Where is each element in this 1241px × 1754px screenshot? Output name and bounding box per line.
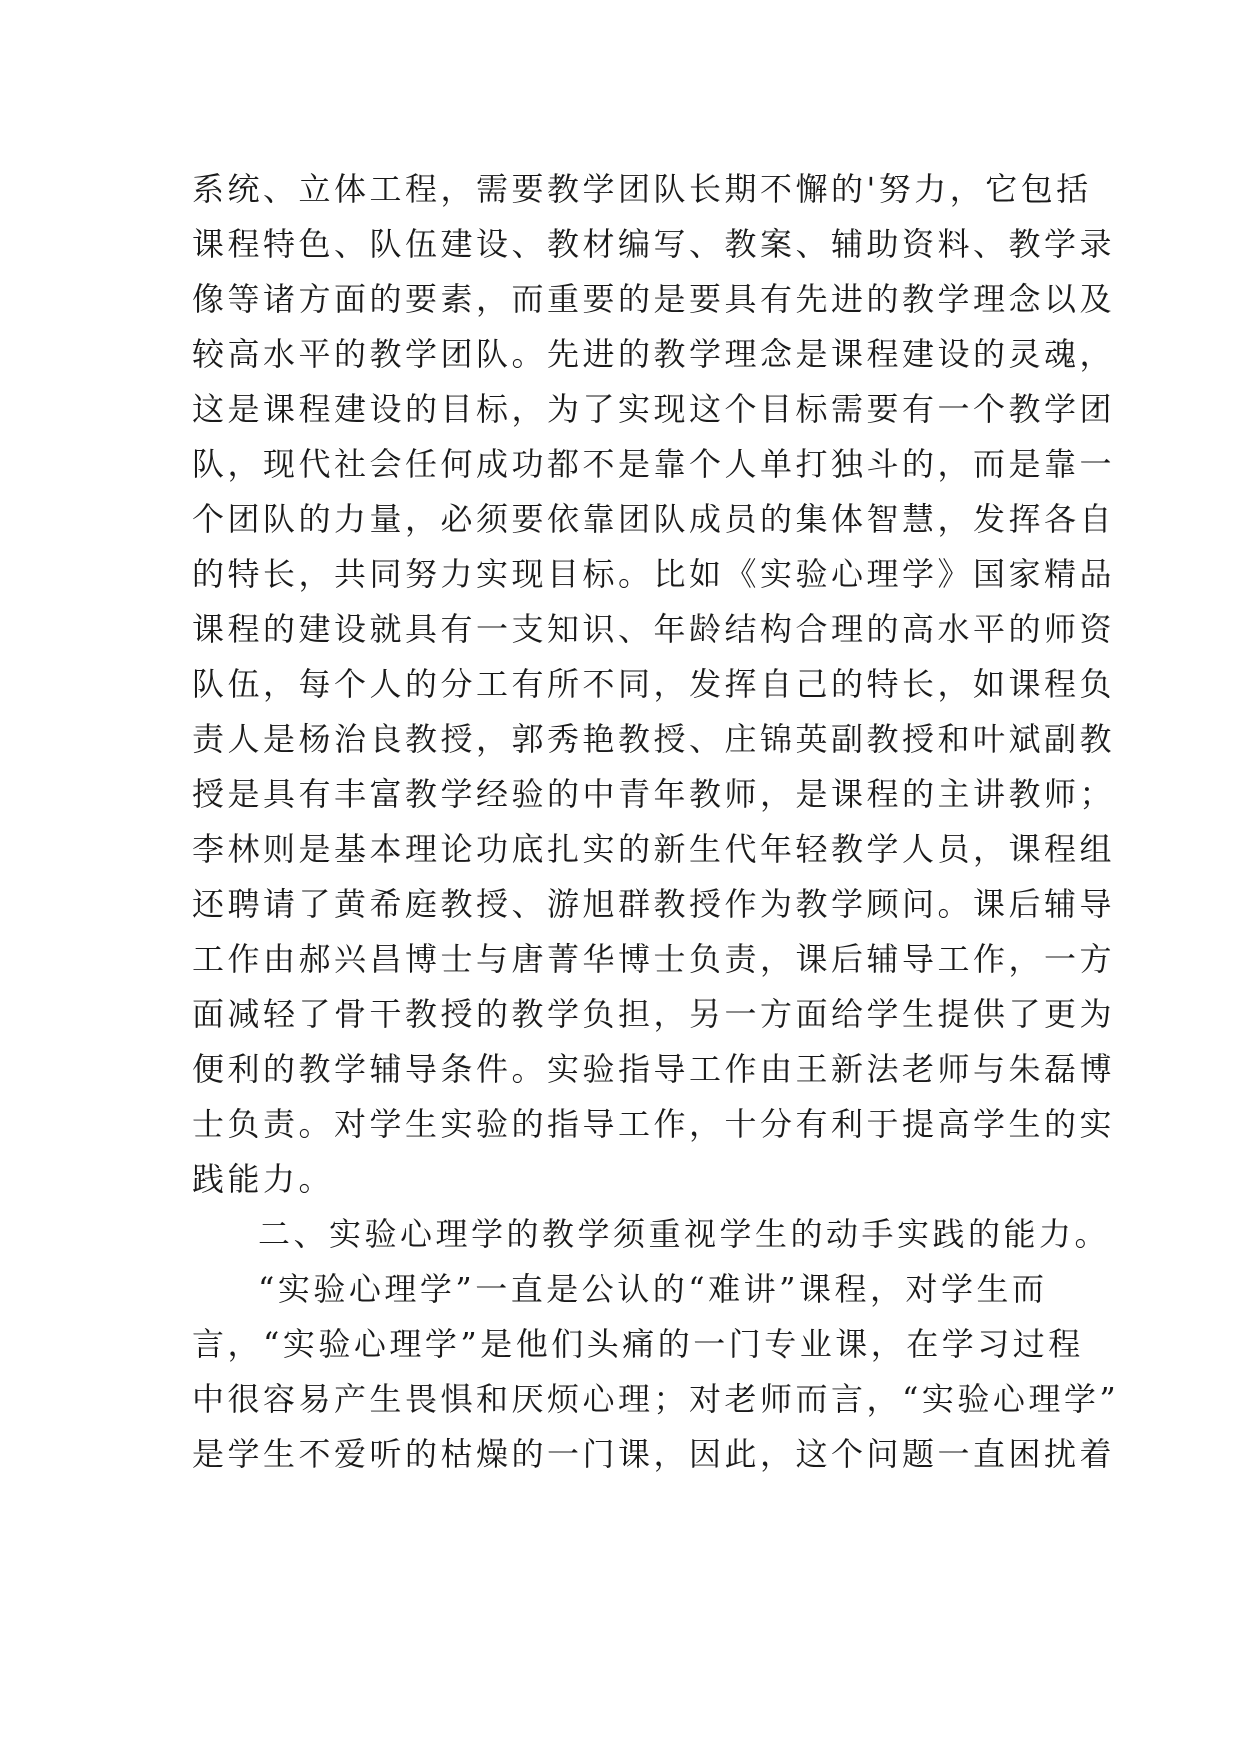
text-line-5: 这是课程建设的目标，为了实现这个目标需要有一个教学团 xyxy=(192,390,1116,428)
text-line-1: 系统、立体工程，需要教学团队长期不懈的'努力，它包括 xyxy=(192,170,1092,208)
text-line-10: 队伍，每个人的分工有所不同，发挥自己的特长，如课程负 xyxy=(192,665,1116,703)
text-line-13: 李林则是基本理论功底扎实的新生代年轻教学人员，课程组 xyxy=(192,830,1116,868)
text-line-3: 像等诸方面的要素，而重要的是要具有先进的教学理念以及 xyxy=(192,280,1116,318)
text-line-8: 的特长，共同努力实现目标。比如《实验心理学》国家精品 xyxy=(192,555,1116,593)
text-line-18: 士负责。对学生实验的指导工作，十分有利于提高学生的实 xyxy=(192,1105,1116,1143)
text-line-14: 还聘请了黄希庭教授、游旭群教授作为教学顾问。课后辅导 xyxy=(192,885,1116,923)
text-line-17: 便利的教学辅导条件。实验指导工作由王新法老师与朱磊博 xyxy=(192,1050,1116,1088)
text-line-9: 课程的建设就具有一支知识、年龄结构合理的高水平的师资 xyxy=(192,610,1116,648)
text-line-11: 责人是杨治良教授，郭秀艳教授、庄锦英副教授和叶斌副教 xyxy=(192,720,1116,758)
text-line-4: 较高水平的教学团队。先进的教学理念是课程建设的灵魂， xyxy=(192,335,1116,373)
text-line-21: “实验心理学”一直是公认的“难讲”课程，对学生而 xyxy=(258,1270,1048,1308)
text-line-16: 面减轻了骨干教授的教学负担，另一方面给学生提供了更为 xyxy=(192,995,1116,1033)
text-line-2: 课程特色、队伍建设、教材编写、教案、辅助资料、教学录 xyxy=(192,225,1116,263)
text-line-12: 授是具有丰富教学经验的中青年教师，是课程的主讲教师； xyxy=(192,775,1116,813)
text-line-19: 践能力。 xyxy=(192,1160,335,1198)
text-line-22: 言，“实验心理学”是他们头痛的一门专业课，在学习过程 xyxy=(192,1325,1084,1363)
text-line-24: 是学生不爱听的枯燥的一门课，因此，这个问题一直困扰着 xyxy=(192,1435,1116,1473)
text-line-23: 中很容易产生畏惧和厌烦心理；对老师而言，“实验心理学” xyxy=(192,1380,1120,1418)
text-line-15: 工作由郝兴昌博士与唐菁华博士负责，课后辅导工作，一方 xyxy=(192,940,1116,978)
section-heading: 二、实验心理学的教学须重视学生的动手实践的能力。 xyxy=(258,1215,1111,1253)
text-line-7: 个团队的力量，必须要依靠团队成员的集体智慧，发挥各自 xyxy=(192,500,1116,538)
text-line-6: 队，现代社会任何成功都不是靠个人单打独斗的，而是靠一 xyxy=(192,445,1116,483)
document-body xyxy=(192,162,1120,1482)
